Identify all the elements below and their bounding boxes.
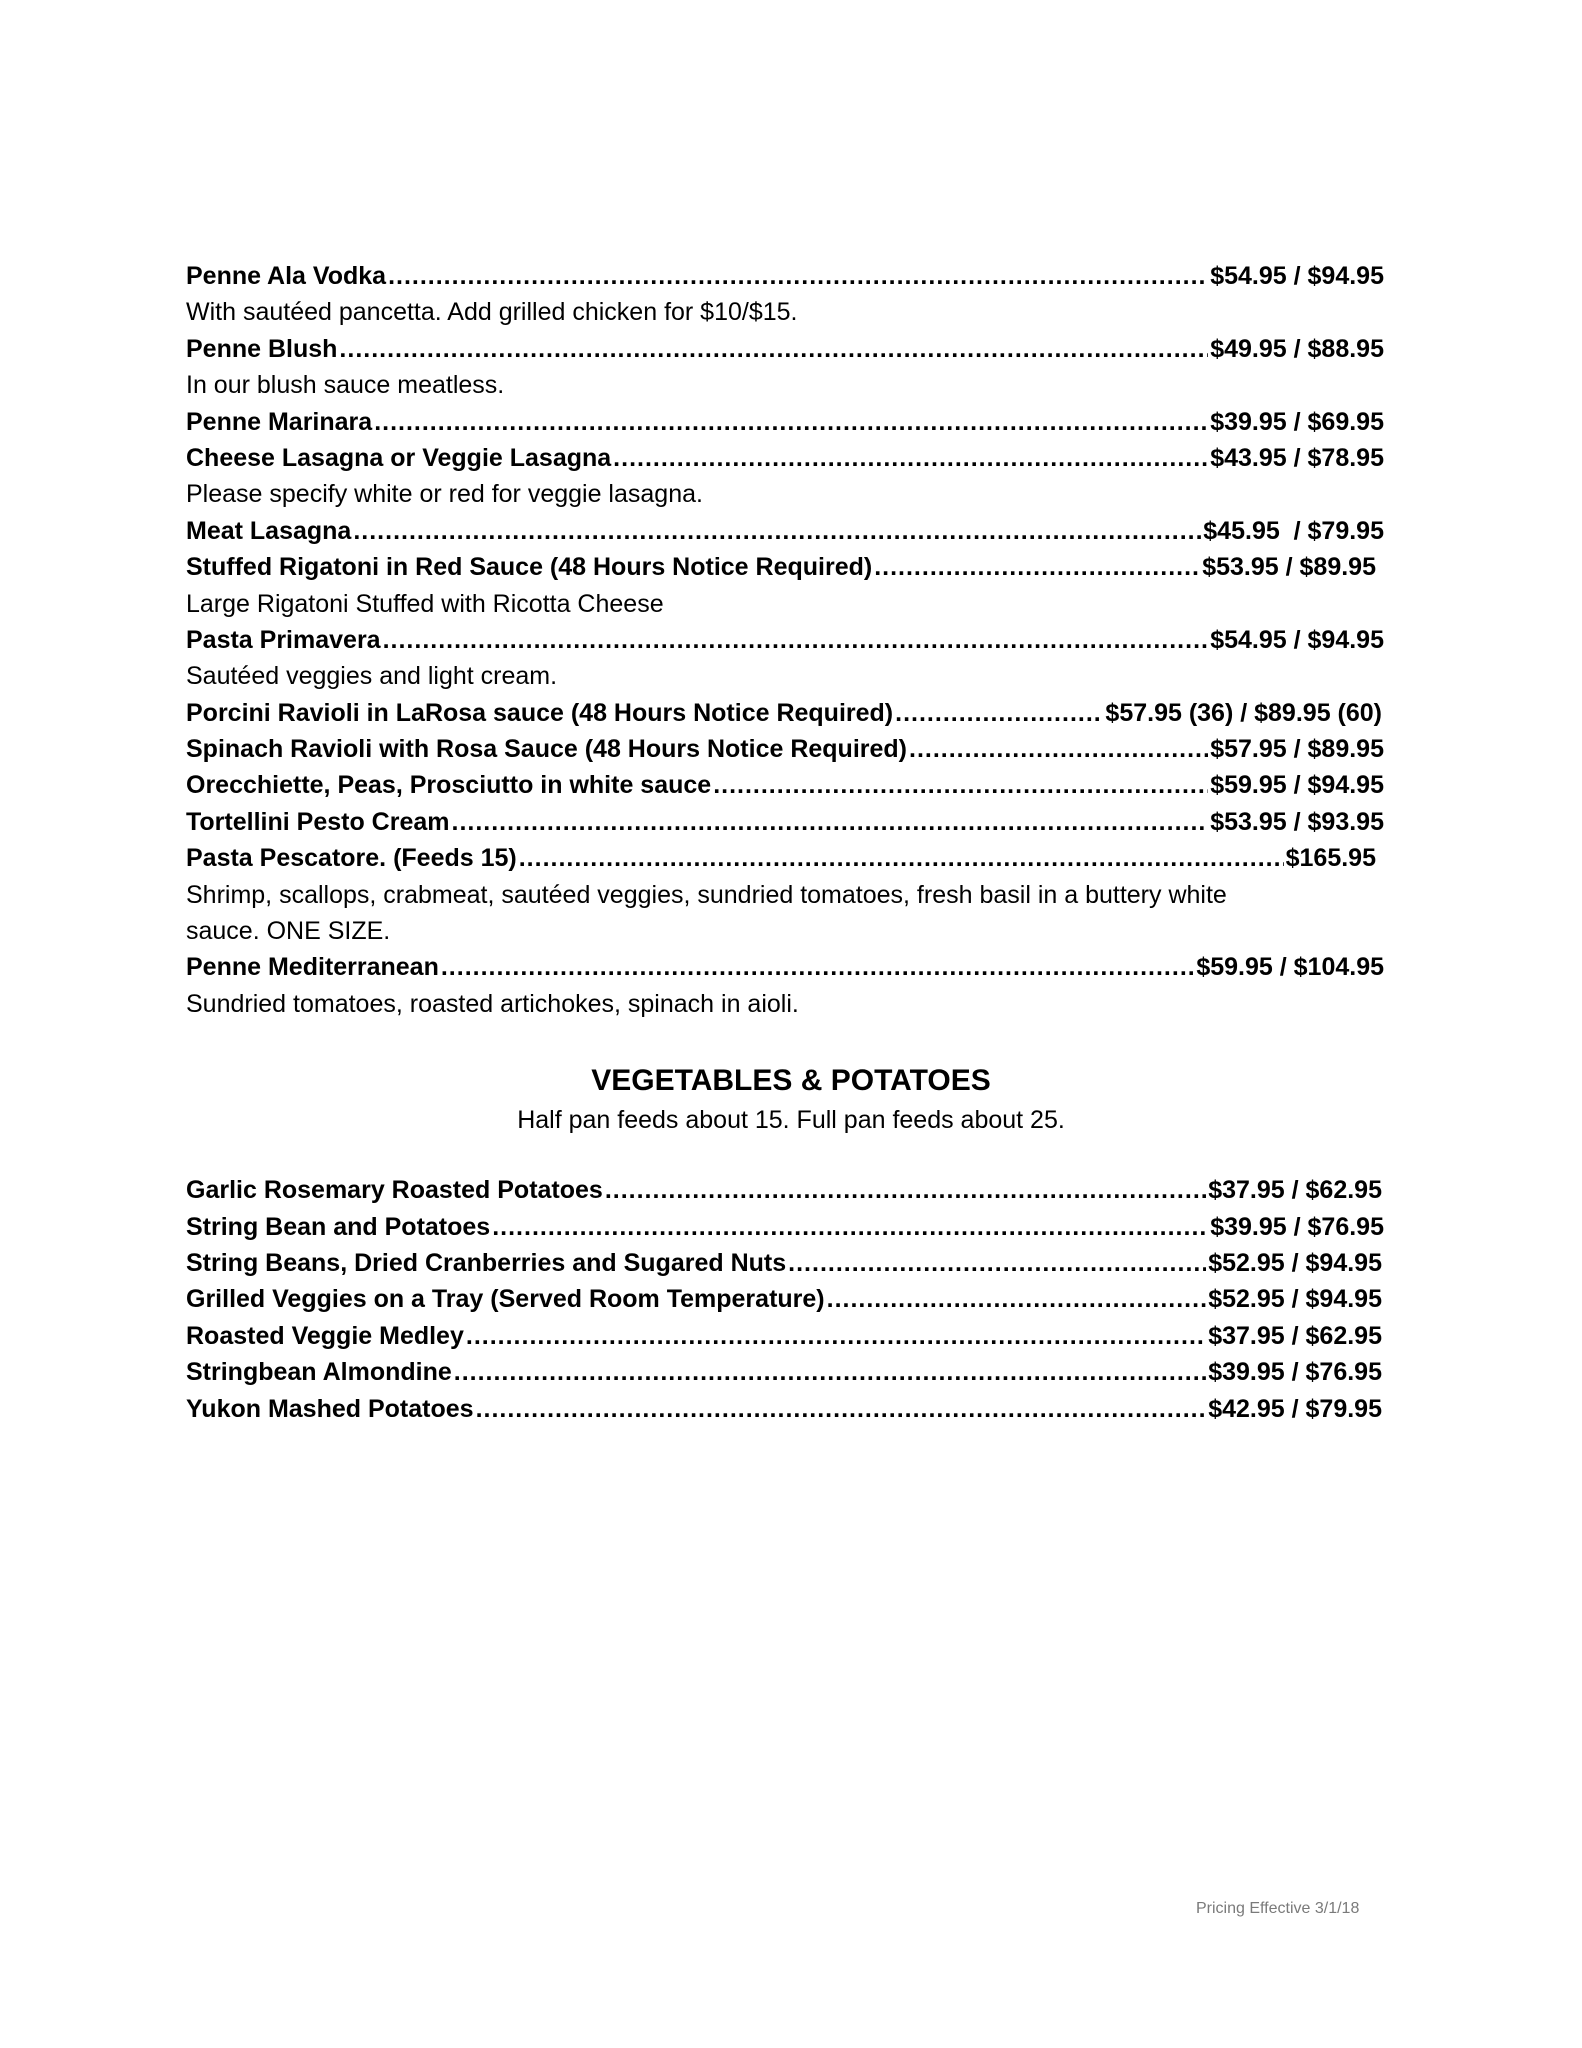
menu-item-penne-ala-vodka	[186, 258, 1384, 294]
item-description: Large Rigatoni Stuffed with Ricotta Cheese	[186, 589, 664, 618]
item-name: Penne Mediterranean	[186, 953, 439, 982]
item-price: $165.95	[1285, 844, 1376, 873]
menu-item-penne-blush	[186, 331, 1384, 367]
item-name: Roasted Veggie Medley	[186, 1321, 464, 1350]
item-price: $39.95 / $69.95	[1210, 407, 1384, 436]
dot-leader	[466, 1318, 1206, 1354]
dot-leader	[441, 949, 1194, 985]
item-name: Pasta Primavera	[186, 625, 381, 654]
menu-item-pasta-pescatore	[186, 840, 1376, 876]
dot-leader	[492, 1209, 1208, 1245]
menu-item-stringbean-almondine	[186, 1354, 1382, 1390]
item-name: Yukon Mashed Potatoes	[186, 1394, 474, 1423]
item-name: Tortellini Pesto Cream	[186, 807, 450, 836]
item-name: Stuffed Rigatoni in Red Sauce (48 Hours Notice Required)	[186, 553, 873, 582]
dot-leader	[713, 767, 1208, 803]
item-name: Grilled Veggies on a Tray (Served Room Temperature)	[186, 1285, 825, 1314]
section-spacer	[186, 1138, 1396, 1172]
menu-item-yukon-mashed-potatoes	[186, 1391, 1382, 1427]
item-price: $53.95 / $93.95	[1210, 807, 1384, 836]
dot-leader	[519, 840, 1284, 876]
item-price: $57.95 (36) / $89.95 (60)	[1105, 698, 1382, 727]
item-name: Penne Blush	[186, 334, 338, 363]
item-name: Penne Ala Vodka	[186, 262, 387, 290]
dot-leader	[476, 1391, 1207, 1427]
dot-leader	[388, 258, 1208, 294]
item-name: String Bean and Potatoes	[186, 1212, 491, 1241]
dot-leader	[353, 513, 1201, 549]
item-name: Spinach Ravioli with Rosa Sauce (48 Hours Notice Required)	[186, 735, 907, 764]
item-price: $54.95 / $94.95	[1210, 262, 1384, 290]
item-description: Sundried tomatoes, roasted artichokes, spinach in aioli.	[186, 989, 799, 1018]
item-price: $57.95 / $89.95	[1210, 735, 1384, 764]
item-price: $59.95 / $94.95	[1210, 771, 1384, 800]
item-price: $52.95 / $94.95	[1208, 1248, 1382, 1277]
item-price: $53.95 / $89.95	[1202, 553, 1376, 582]
item-price: $49.95 / $88.95	[1210, 334, 1384, 363]
dot-leader	[452, 804, 1209, 840]
dot-leader	[895, 695, 1103, 731]
dot-leader	[374, 404, 1208, 440]
item-description: In our blush sauce meatless.	[186, 371, 505, 400]
item-price: $37.95 / $62.95	[1208, 1321, 1382, 1350]
menu-item-roasted-veggie-medley	[186, 1318, 1382, 1354]
section-spacer	[186, 1022, 1396, 1060]
item-name: Porcini Ravioli in LaRosa sauce (48 Hours Notice Required)	[186, 698, 894, 727]
menu-item-string-bean-potatoes	[186, 1209, 1384, 1245]
item-price: $42.95 / $79.95	[1208, 1394, 1382, 1423]
menu-item-garlic-rosemary-potatoes	[186, 1172, 1382, 1208]
dot-leader	[454, 1354, 1206, 1390]
menu-item-penne-marinara	[186, 404, 1384, 440]
item-price: $43.95 / $78.95	[1210, 443, 1384, 472]
menu-item-orecchiette	[186, 767, 1384, 803]
item-price: $37.95 / $62.95	[1208, 1176, 1382, 1205]
dot-leader	[827, 1281, 1207, 1317]
item-name: Penne Marinara	[186, 407, 373, 436]
menu-item-string-beans-cranberries	[186, 1245, 1382, 1281]
dot-leader	[613, 440, 1208, 476]
item-description: sauce. ONE SIZE.	[186, 917, 391, 946]
menu-page	[186, 258, 1396, 1427]
menu-item-stuffed-rigatoni	[186, 549, 1376, 585]
dot-leader	[383, 622, 1209, 658]
menu-item-porcini-ravioli	[186, 695, 1382, 731]
item-name: Cheese Lasagna or Veggie Lasagna	[186, 443, 612, 472]
menu-item-grilled-veggies-tray	[186, 1281, 1382, 1317]
menu-item-meat-lasagna	[186, 513, 1384, 549]
item-price: $45.95 / $79.95	[1203, 516, 1384, 545]
item-name: Pasta Pescatore. (Feeds 15)	[186, 844, 517, 873]
item-description: Please specify white or red for veggie lasagna.	[186, 480, 703, 509]
dot-leader	[874, 549, 1200, 585]
menu-item-spinach-ravioli	[186, 731, 1384, 767]
item-description: With sautéed pancetta. Add grilled chicken for $10/$15.	[186, 298, 798, 327]
dot-leader	[605, 1172, 1206, 1208]
menu-item-pasta-primavera	[186, 622, 1384, 658]
dot-leader	[788, 1245, 1206, 1281]
menu-item-cheese-lasagna	[186, 440, 1384, 476]
item-price: $52.95 / $94.95	[1208, 1285, 1382, 1314]
item-price: $39.95 / $76.95	[1210, 1212, 1384, 1241]
item-name: String Beans, Dried Cranberries and Sugared Nuts	[186, 1248, 787, 1277]
item-price: $54.95 / $94.95	[1210, 625, 1384, 654]
item-price: $59.95 / $104.95	[1196, 953, 1384, 982]
item-name: Stringbean Almondine	[186, 1358, 452, 1387]
menu-item-penne-mediterranean	[186, 949, 1384, 985]
dot-leader	[339, 331, 1208, 367]
item-description: Sautéed veggies and light cream.	[186, 662, 558, 691]
menu-item-tortellini-pesto	[186, 804, 1384, 840]
item-description: Shrimp, scallops, crabmeat, sautéed veggies, sundried tomatoes, fresh basil in a buttery white	[186, 880, 1227, 909]
pricing-effective-footer: Pricing Effective 3/1/18	[1196, 1900, 1360, 1917]
item-name: Garlic Rosemary Roasted Potatoes	[186, 1176, 603, 1205]
section-subtitle: Half pan feeds about 15. Full pan feeds about 25.	[517, 1106, 1065, 1135]
item-name: Orecchiette, Peas, Prosciutto in white sauce	[186, 771, 712, 800]
section-title: VEGETABLES & POTATOES	[591, 1064, 991, 1098]
dot-leader	[909, 731, 1208, 767]
item-price: $39.95 / $76.95	[1208, 1358, 1382, 1387]
item-name: Meat Lasagna	[186, 516, 352, 545]
